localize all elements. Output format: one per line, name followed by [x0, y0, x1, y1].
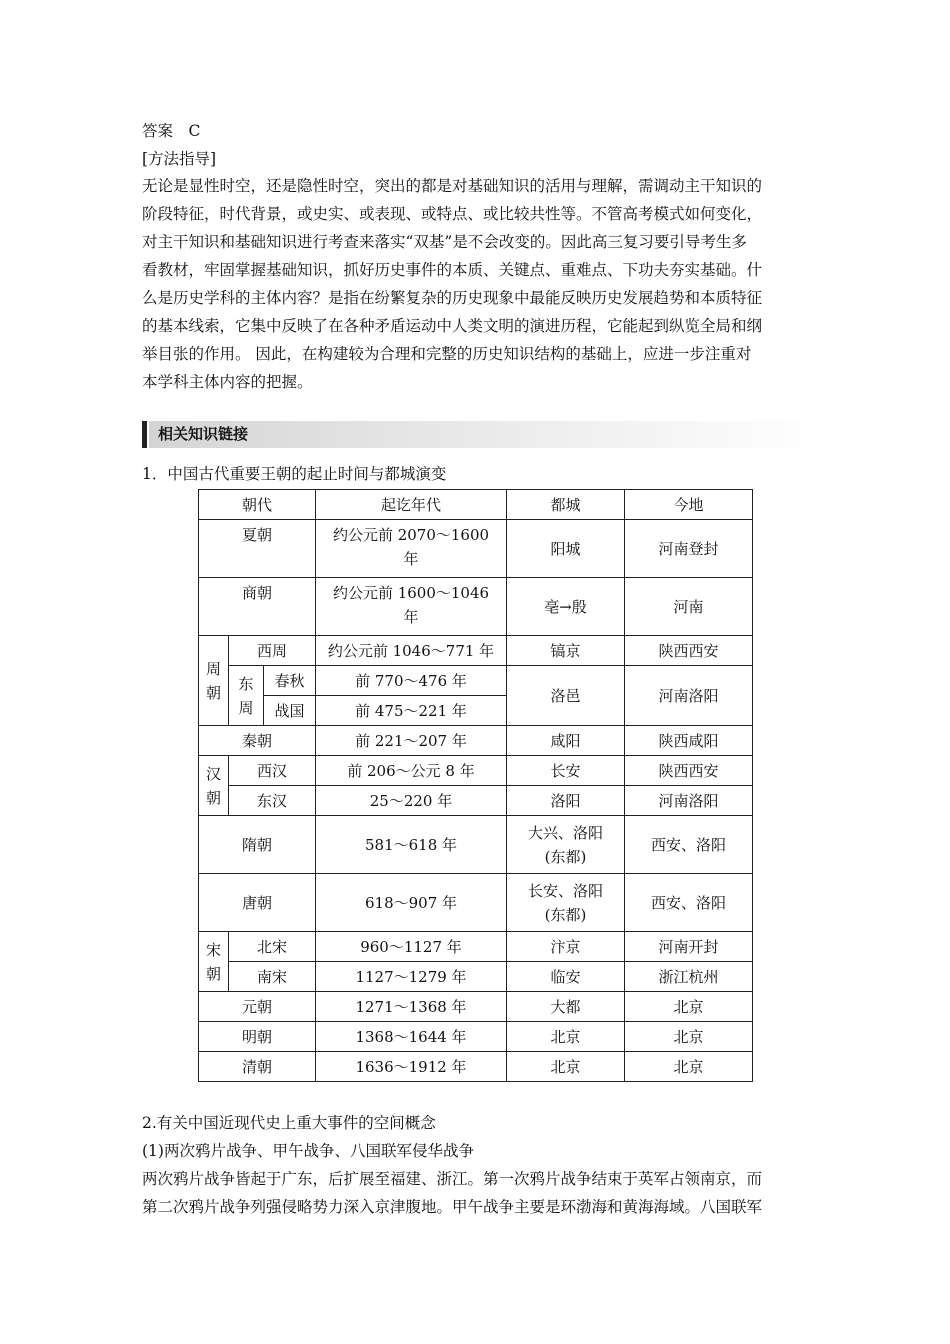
dynasty-name: 春秋 — [264, 666, 316, 696]
header-capital: 都城 — [507, 490, 625, 520]
capital-cell — [507, 816, 625, 874]
header-dynasty: 朝代 — [199, 490, 316, 520]
dynasty-name: 秦朝 — [199, 726, 316, 756]
song-group-cell — [199, 932, 229, 992]
capital-cell: 洛阳 — [507, 786, 625, 816]
section-background — [149, 421, 822, 448]
table-header-row — [199, 490, 753, 520]
period-cell: 1127～1279 年 — [316, 962, 507, 992]
zhou-group-cell — [199, 636, 229, 726]
period-line-1: 约公元前 2070～1600 — [332, 526, 490, 544]
location-cell: 河南洛阳 — [625, 786, 753, 816]
method-line-2: 阶段特征，时代背景，或史实、或表现、或特点、或比较共性等。不管高考模式如何变化， — [142, 205, 763, 223]
location-cell: 陕西咸阳 — [625, 726, 753, 756]
location-cell: 西安、洛阳 — [625, 816, 753, 874]
period-cell: 前 475～221 年 — [316, 696, 507, 726]
period-cell: 960～1127 年 — [316, 932, 507, 962]
dynasty-name: 北宋 — [229, 932, 316, 962]
answer-line: 答案 C — [142, 122, 201, 140]
method-line-7: 举目张的作用。 因此，在构建较为合理和完整的历史知识结构的基础上，应进一步注重对 — [142, 345, 752, 363]
capital-cell: 汴京 — [507, 932, 625, 962]
header-location: 今地 — [625, 490, 753, 520]
section-bar — [142, 421, 147, 448]
capital-cell: 洛邑 — [507, 666, 625, 726]
group-char: 周 — [238, 698, 254, 717]
period-cell: 618～907 年 — [316, 874, 507, 932]
location-cell: 北京 — [625, 1022, 753, 1052]
method-label: [方法指导] — [142, 150, 217, 168]
capital-cell: 北京 — [507, 1022, 625, 1052]
dongzhou-group-cell — [229, 666, 264, 726]
period-cell: 1368～1644 年 — [316, 1022, 507, 1052]
location-cell: 河南开封 — [625, 932, 753, 962]
item2-subtitle: (1)两次鸦片战争、甲午战争、八国联军侵华战争 — [142, 1142, 474, 1160]
period-cell — [316, 520, 507, 578]
item2-line-1: 两次鸦片战争皆起于广东，后扩展至福建、浙江。第一次鸦片战争结束于英军占领南京，而 — [142, 1170, 763, 1188]
group-char: 周 — [205, 659, 221, 678]
period-cell: 前 221～207 年 — [316, 726, 507, 756]
table-row — [199, 874, 753, 932]
table-row — [199, 816, 753, 874]
period-cell: 1271～1368 年 — [316, 992, 507, 1022]
capital-line-1: 大兴、洛阳 — [527, 823, 603, 842]
location-cell: 河南 — [625, 578, 753, 636]
dynasty-name: 明朝 — [199, 1022, 316, 1052]
capital-cell: 长安 — [507, 756, 625, 786]
table-row — [199, 726, 753, 756]
dynasty-name: 西周 — [229, 636, 316, 666]
dynasty-name: 战国 — [264, 696, 316, 726]
period-cell: 前 206～公元 8 年 — [316, 756, 507, 786]
method-line-5: 么是历史学科的主体内容？是指在纷繁复杂的历史现象中最能反映历史发展趋势和本质特征 — [142, 289, 763, 307]
location-cell: 陕西西安 — [625, 636, 753, 666]
item2-title: 2.有关中国近现代史上重大事件的空间概念 — [142, 1114, 436, 1132]
dynasty-name: 南宋 — [229, 962, 316, 992]
period-cell: 约公元前 1046～771 年 — [316, 636, 507, 666]
table-row — [199, 1022, 753, 1052]
period-line-2: 年 — [403, 608, 419, 626]
location-cell: 陕西西安 — [625, 756, 753, 786]
item2-line-2: 第二次鸦片战争列强侵略势力深入京津腹地。甲午战争主要是环渤海和黄海海域。八国联军 — [142, 1198, 763, 1216]
period-cell: 1636～1912 年 — [316, 1052, 507, 1082]
capital-line-2: (东都) — [544, 847, 587, 866]
period-cell: 25～220 年 — [316, 786, 507, 816]
period-cell: 581～618 年 — [316, 816, 507, 874]
dynasty-name: 商朝 — [199, 578, 316, 636]
group-char: 朝 — [205, 964, 221, 983]
group-char: 东 — [238, 674, 254, 693]
table-row — [199, 962, 753, 992]
dynasty-table — [198, 489, 753, 1082]
method-line-4: 看教材，牢固掌握基础知识，抓好历史事件的本质、关键点、重难点、下功夫夯实基础。什 — [142, 261, 763, 279]
location-cell: 西安、洛阳 — [625, 874, 753, 932]
dynasty-name: 夏朝 — [199, 520, 316, 578]
table-row — [199, 666, 753, 696]
capital-cell: 亳→殷 — [507, 578, 625, 636]
capital-line-2: (东都) — [544, 905, 587, 924]
table-row — [199, 578, 753, 636]
group-char: 朝 — [205, 788, 221, 807]
location-cell: 河南洛阳 — [625, 666, 753, 726]
table-row — [199, 786, 753, 816]
capital-cell: 阳城 — [507, 520, 625, 578]
capital-cell: 北京 — [507, 1052, 625, 1082]
table-row — [199, 992, 753, 1022]
method-line-1: 无论是显性时空，还是隐性时空，突出的都是对基础知识的活用与理解，需调动主干知识的 — [142, 177, 763, 195]
han-group-cell — [199, 756, 229, 816]
location-cell: 浙江杭州 — [625, 962, 753, 992]
capital-cell: 大都 — [507, 992, 625, 1022]
item1-title: 1．中国古代重要王朝的起止时间与都城演变 — [142, 465, 447, 483]
section-title: 相关知识链接 — [158, 425, 249, 443]
dynasty-name: 隋朝 — [199, 816, 316, 874]
section-header — [142, 421, 822, 448]
table-row — [199, 520, 753, 578]
method-line-6: 的基本线索，它集中反映了在各种矛盾运动中人类文明的演进历程，它能起到纵览全局和纲 — [142, 317, 763, 335]
dynasty-name: 唐朝 — [199, 874, 316, 932]
period-line-1: 约公元前 1600～1046 — [332, 584, 490, 602]
capital-cell: 咸阳 — [507, 726, 625, 756]
table-row — [199, 1052, 753, 1082]
table-row — [199, 636, 753, 666]
dynasty-name: 元朝 — [199, 992, 316, 1022]
group-char: 汉 — [205, 764, 221, 783]
capital-cell: 临安 — [507, 962, 625, 992]
group-char: 宋 — [205, 940, 221, 959]
period-cell: 前 770～476 年 — [316, 666, 507, 696]
group-char: 朝 — [205, 683, 221, 702]
location-cell: 北京 — [625, 1052, 753, 1082]
location-cell: 北京 — [625, 992, 753, 1022]
capital-cell — [507, 874, 625, 932]
header-period: 起讫年代 — [316, 490, 507, 520]
dynasty-name: 西汉 — [229, 756, 316, 786]
table-row — [199, 756, 753, 786]
capital-line-1: 长安、洛阳 — [527, 881, 603, 900]
dynasty-name: 清朝 — [199, 1052, 316, 1082]
method-line-3: 对主干知识和基础知识进行考查来落实“双基”是不会改变的。因此高三复习要引导考生多 — [142, 233, 747, 251]
period-line-2: 年 — [403, 550, 419, 568]
table-row — [199, 932, 753, 962]
method-line-8: 本学科主体内容的把握。 — [142, 373, 313, 391]
capital-cell: 镐京 — [507, 636, 625, 666]
period-cell — [316, 578, 507, 636]
location-cell: 河南登封 — [625, 520, 753, 578]
dynasty-name: 东汉 — [229, 786, 316, 816]
